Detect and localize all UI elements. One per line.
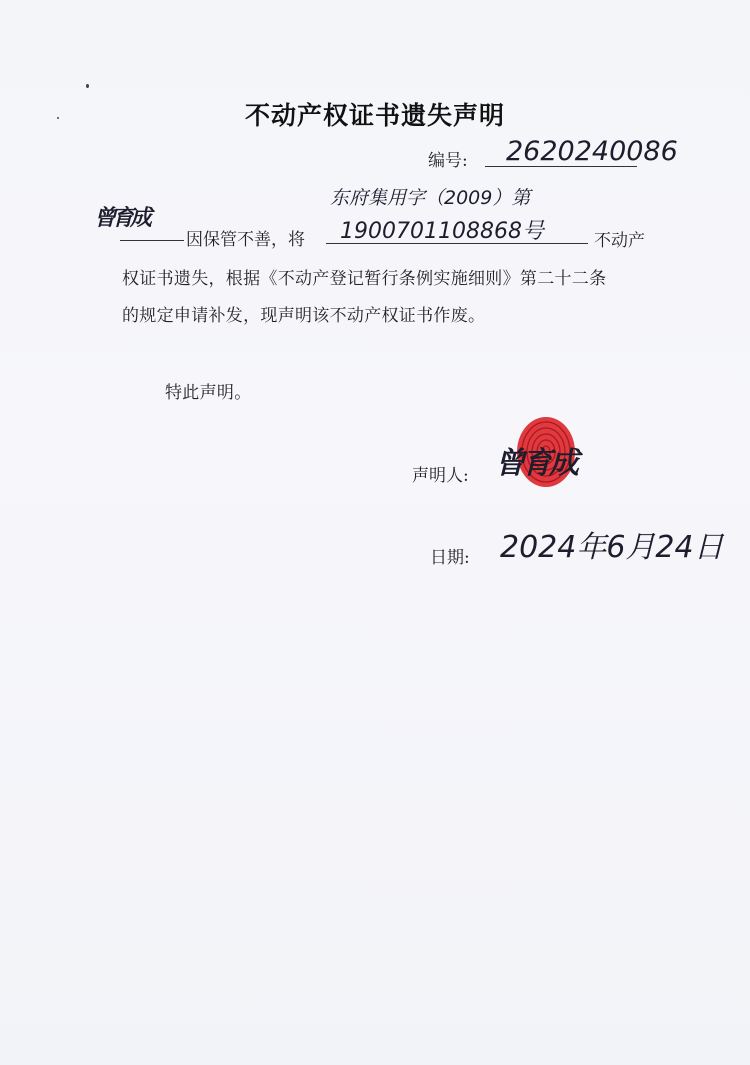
body-line3: 的规定申请补发，现声明该不动产权证书作废。 — [122, 306, 486, 326]
applicant-signature: 曾育成 — [94, 206, 149, 231]
reason-text: 因保管不善，将 — [186, 230, 305, 250]
page-title: 不动产权证书遗失声明 — [244, 101, 505, 130]
scan-speck — [86, 84, 89, 88]
certificate-number: 1900701108868号 — [340, 219, 544, 244]
date-value: 2024年6月24日 — [500, 530, 724, 565]
certificate-prefix: 东府集用字（2009）第 — [330, 187, 531, 209]
closing-text: 特此声明。 — [165, 383, 252, 403]
number-label: 编号: — [428, 151, 468, 171]
date-label: 日期: — [430, 548, 470, 568]
body-line2: 权证书遗失，根据《不动产登记暂行条例实施细则》第二十二条 — [122, 269, 607, 289]
body-line1-end: 不动产 — [594, 231, 645, 251]
declarant-label: 声明人: — [412, 466, 469, 486]
number-value: 2620240086 — [506, 136, 678, 167]
name-underline — [120, 240, 184, 241]
declarant-signature: 曾育成 — [495, 446, 576, 481]
